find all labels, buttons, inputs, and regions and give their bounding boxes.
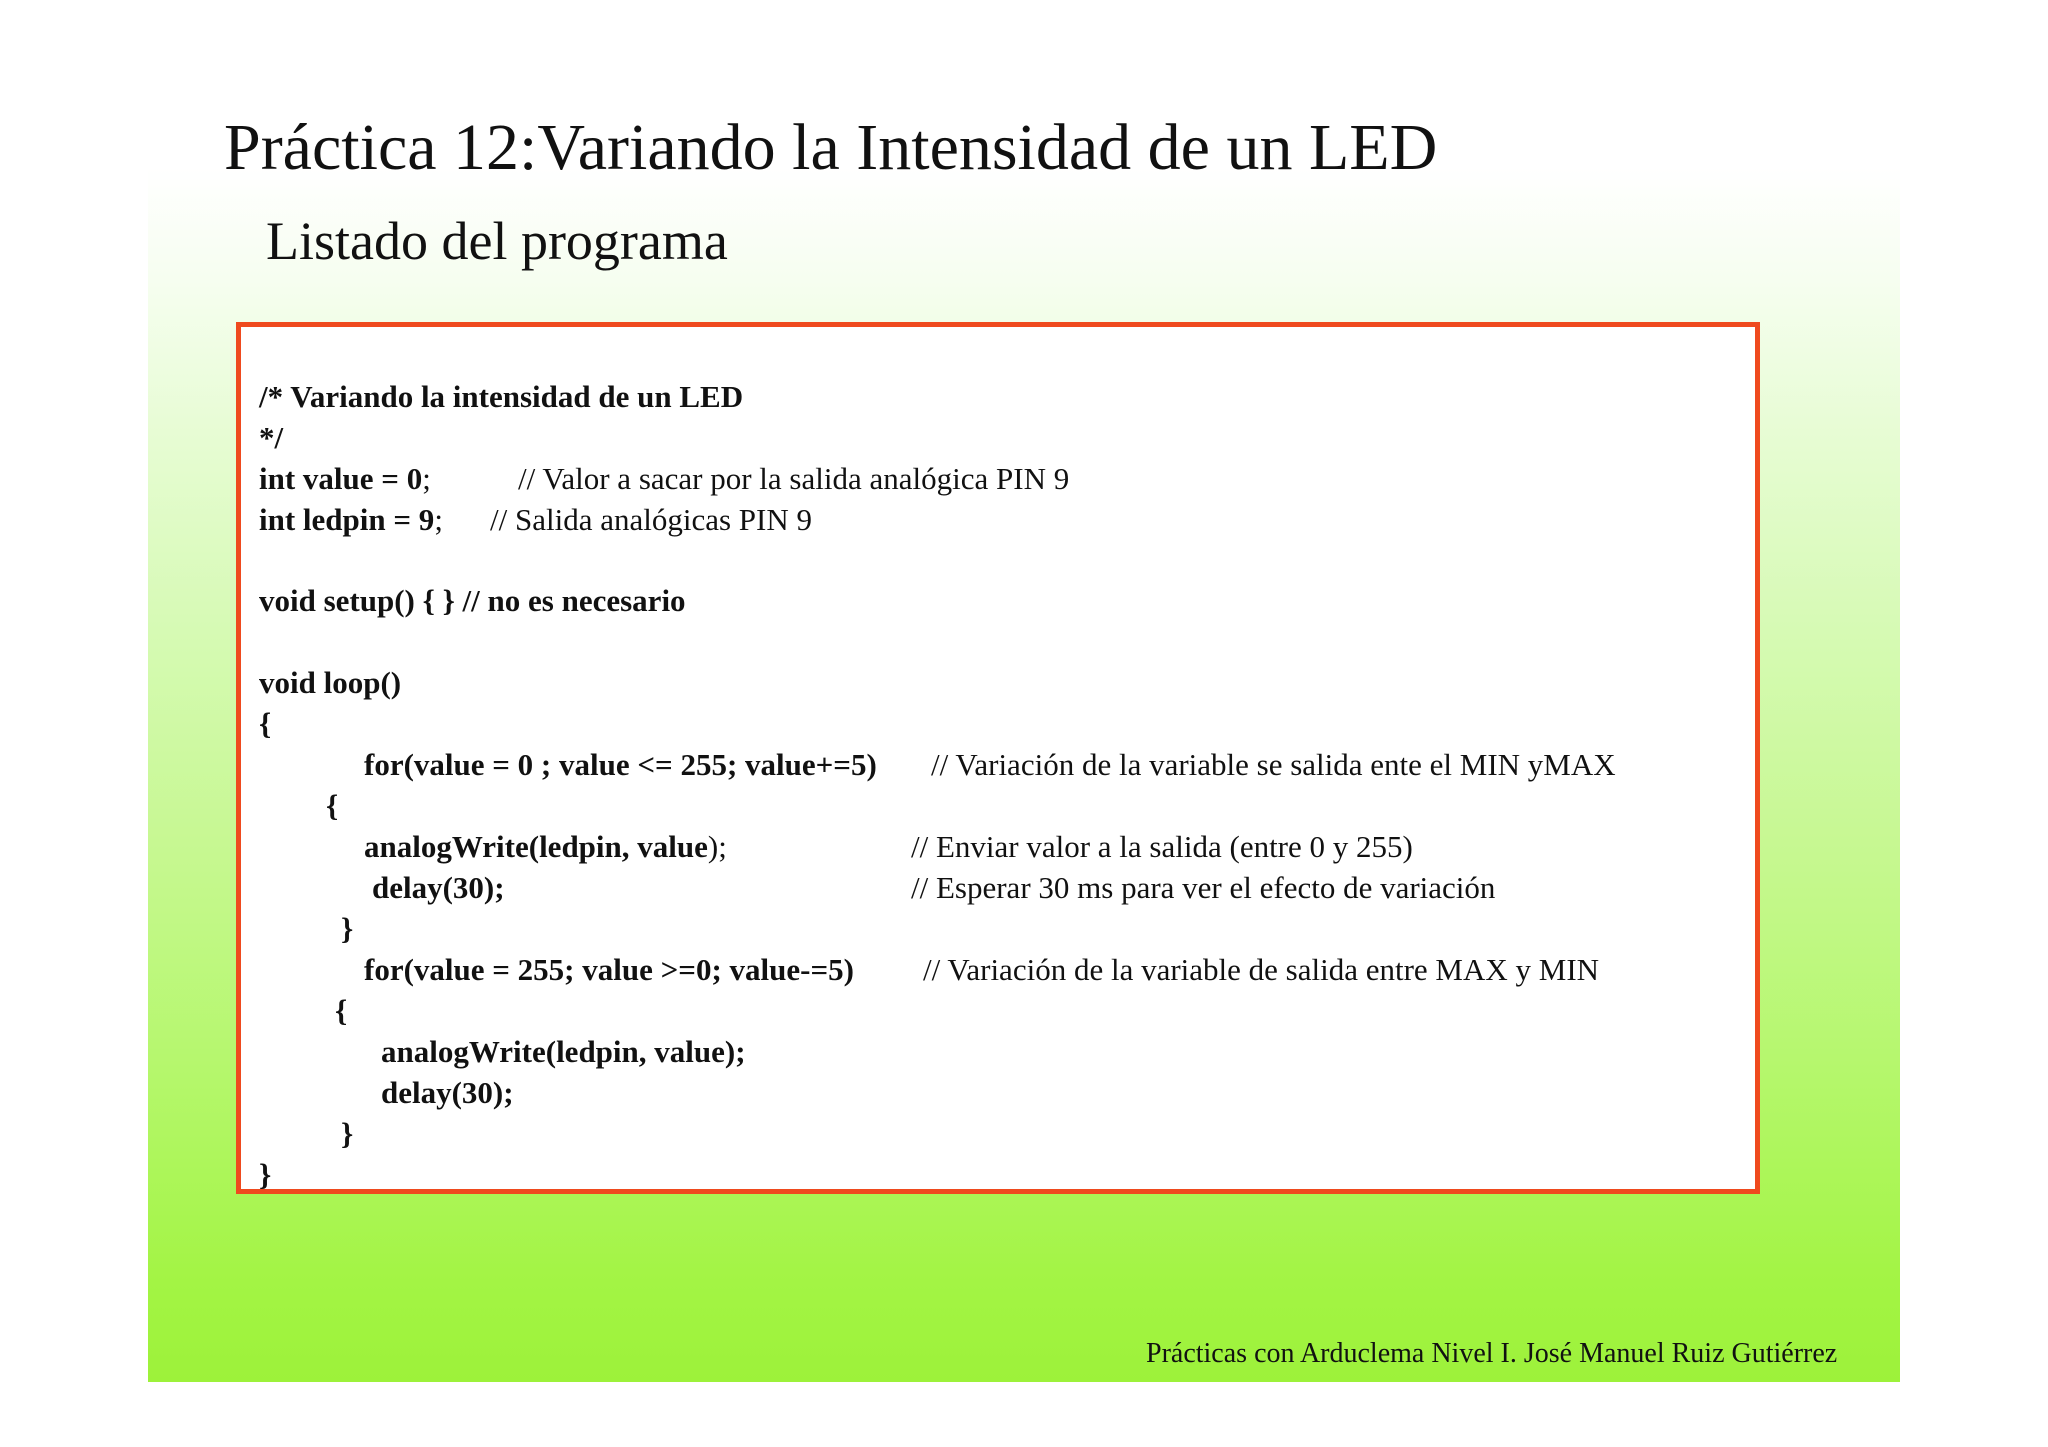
code-comment-open: /* Variando la intensidad de un LED (259, 379, 744, 414)
code-for1-close: } (341, 911, 354, 946)
code-analogwrite-1-comment: // Enviar valor a la salida (entre 0 y 255) (911, 829, 1413, 864)
code-delay-1-comment: // Esperar 30 ms para ver el efecto de variación (911, 870, 1496, 905)
code-delay-2: delay(30); (381, 1075, 514, 1110)
code-for1: for(value = 0 ; value <= 255; value+=5) (364, 747, 877, 782)
code-decl-value: int value = 0; (259, 461, 431, 496)
code-for2-close: } (341, 1116, 354, 1151)
code-decl-value-comment: // Valor a sacar por la salida analógica PIN 9 (518, 461, 1070, 496)
code-delay-1: delay(30); (372, 870, 505, 905)
code-setup: void setup() { } // no es necesario (259, 583, 686, 618)
code-loop-open: { (259, 706, 272, 741)
code-for1-open: { (326, 788, 339, 823)
slide-subtitle: Listado del programa (266, 211, 728, 271)
code-for1-comment: // Variación de la variable se salida ente el MIN yMAX (931, 747, 1616, 782)
code-loop-close: } (259, 1157, 272, 1192)
code-listing-box (236, 322, 1760, 1194)
code-loop: void loop() (259, 665, 402, 700)
code-for2-open: { (335, 993, 348, 1028)
code-for2-comment: // Variación de la variable de salida entre MAX y MIN (923, 952, 1600, 987)
code-decl-ledpin: int ledpin = 9; (259, 502, 443, 537)
slide-title: Práctica 12:Variando la Intensidad de un LED (224, 111, 1438, 184)
code-analogwrite-2: analogWrite(ledpin, value); (381, 1034, 746, 1069)
code-comment-close: */ (259, 420, 284, 455)
code-decl-ledpin-comment: // Salida analógicas PIN 9 (490, 502, 812, 537)
code-for2: for(value = 255; value >=0; value-=5) (364, 952, 854, 987)
code-analogwrite-1: analogWrite(ledpin, value); (364, 829, 727, 864)
slide-footer: Prácticas con Arduclema Nivel I. José Manuel Ruiz Gutiérrez (1146, 1338, 1838, 1369)
